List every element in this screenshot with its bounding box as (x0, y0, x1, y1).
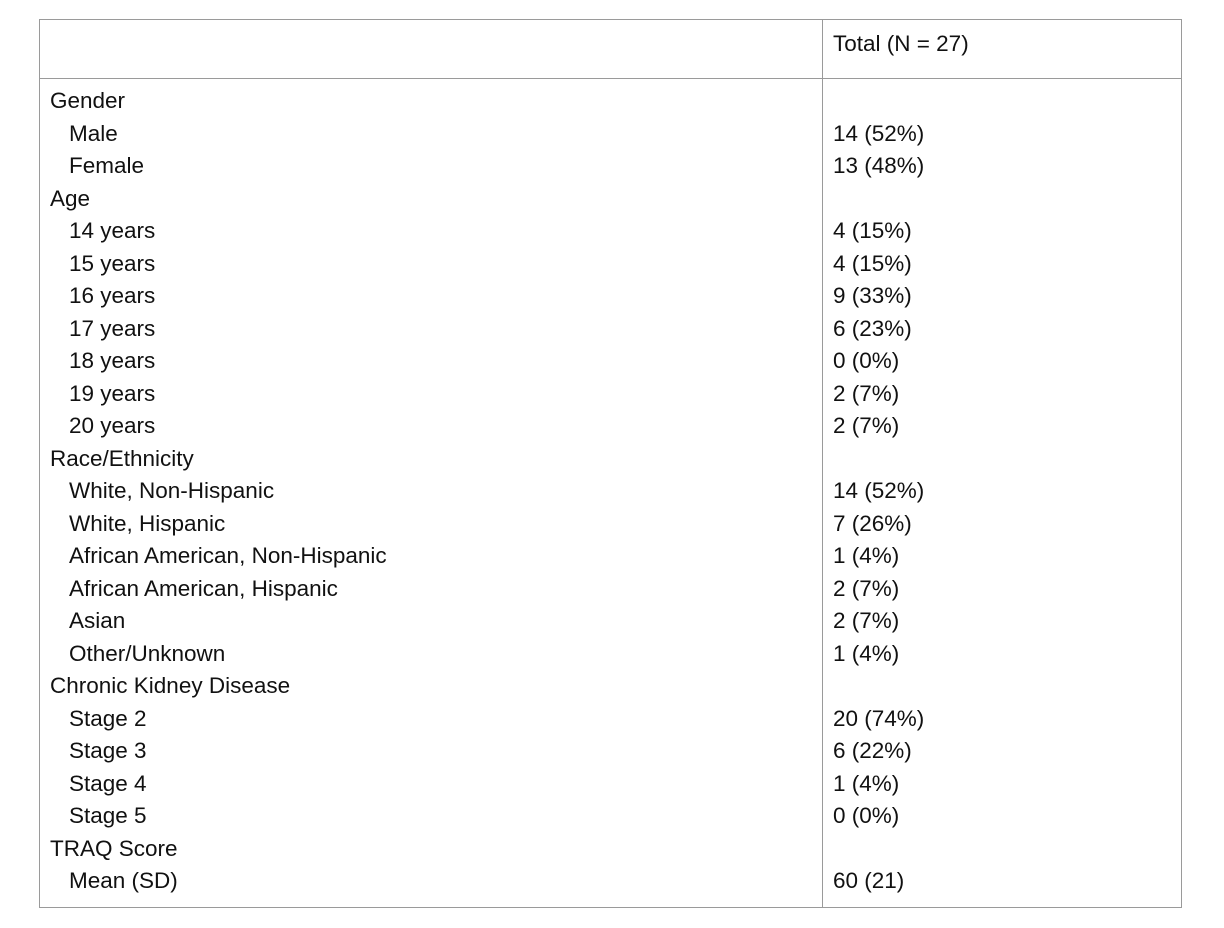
row-value: 6 (23%) (833, 315, 912, 341)
table-group-row (40, 183, 1181, 216)
row-value: 14 (52%) (833, 120, 925, 146)
row-label: 20 years (69, 413, 156, 438)
row-label: 17 years (69, 315, 156, 341)
table-group-row (40, 85, 1181, 118)
table-row (40, 768, 1181, 801)
row-value: 20 (74%) (833, 705, 925, 731)
table-row (40, 638, 1181, 671)
row-value: 7 (26%) (833, 510, 912, 536)
table-row (40, 573, 1181, 606)
row-label: Mean (SD) (69, 868, 178, 893)
row-label: 18 years (69, 348, 156, 373)
table-row (40, 378, 1181, 411)
row-value: 2 (7%) (833, 575, 900, 601)
group-label: Gender (50, 88, 126, 113)
row-value: 13 (48%) (833, 153, 925, 178)
table-row (40, 475, 1181, 508)
table-row (40, 313, 1181, 346)
table-row (40, 800, 1181, 833)
row-value: 1 (4%) (833, 770, 900, 796)
group-label: Chronic Kidney Disease (50, 673, 291, 698)
table-row (40, 215, 1181, 248)
row-label: White, Non-Hispanic (69, 478, 275, 503)
group-label: Age (50, 185, 91, 211)
row-label: White, Hispanic (69, 510, 226, 536)
row-label: Stage 3 (69, 738, 147, 763)
table-row (40, 248, 1181, 281)
row-value: 60 (21) (833, 868, 905, 893)
row-label: Male (69, 120, 118, 146)
row-label: 16 years (69, 283, 156, 308)
row-label: Stage 2 (69, 705, 147, 731)
table-row (40, 703, 1181, 736)
group-label: Race/Ethnicity (50, 445, 194, 471)
table-row (40, 410, 1181, 443)
row-label: 15 years (69, 250, 156, 276)
row-value: 2 (7%) (833, 608, 900, 633)
table-body (40, 85, 1181, 898)
demographics-table (39, 19, 1182, 908)
column-header-total: Total (N = 27) (833, 31, 969, 56)
row-label: 14 years (69, 218, 156, 243)
table-row (40, 508, 1181, 541)
row-value: 4 (15%) (833, 218, 912, 243)
row-value: 9 (33%) (833, 283, 912, 308)
row-label: 19 years (69, 380, 156, 406)
table-row (40, 118, 1181, 151)
row-value: 2 (7%) (833, 413, 900, 438)
row-value: 6 (22%) (833, 738, 912, 763)
row-label: Female (69, 153, 145, 178)
table-row (40, 150, 1181, 183)
row-value: 0 (0%) (833, 348, 900, 373)
row-label: Stage 5 (69, 803, 147, 828)
group-label: TRAQ Score (50, 835, 178, 861)
table-row (40, 605, 1181, 638)
table-row (40, 540, 1181, 573)
row-label: African American, Hispanic (69, 575, 338, 601)
row-value: 0 (0%) (833, 803, 900, 828)
table-row (40, 865, 1181, 898)
table-row (40, 345, 1181, 378)
header-divider (40, 78, 1181, 79)
row-value: 1 (4%) (833, 543, 900, 568)
row-label: African American, Non-Hispanic (69, 543, 387, 568)
row-label: Other/Unknown (69, 640, 226, 666)
row-label: Stage 4 (69, 770, 147, 796)
row-value: 14 (52%) (833, 478, 925, 503)
table-row (40, 280, 1181, 313)
table-group-row (40, 833, 1181, 866)
row-value: 1 (4%) (833, 640, 900, 666)
table-group-row (40, 670, 1181, 703)
row-value: 4 (15%) (833, 250, 912, 276)
table-group-row (40, 443, 1181, 476)
table-row (40, 735, 1181, 768)
row-value: 2 (7%) (833, 380, 900, 406)
row-label: Asian (69, 608, 126, 633)
